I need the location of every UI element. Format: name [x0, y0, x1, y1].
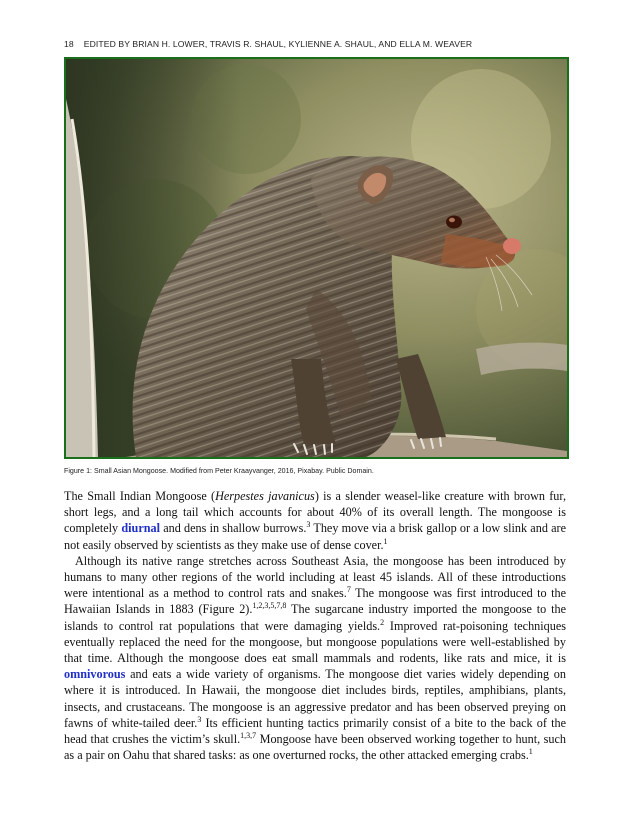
citation: 3: [197, 714, 202, 724]
paragraph-2: [64, 553, 566, 764]
figure-caption: Figure 1: Small Asian Mongoose. Modified from Peter Kraayvanger, 2016, Pixabay. Public Domain.: [64, 467, 374, 475]
p1-text-b: ) is a slender weasel-like creature with brown fur, short legs, and a long tail which accounts for about 40% of its overall length. The mongoose is completely: [64, 489, 566, 536]
p2-text-a: Although its native range stretches across Southeast Asia, the mongoose has been introduced by humans to many other regions of the world including at least 45 islands. All of these introductions were intentional as a method to control rats and snakes.: [64, 553, 566, 601]
p1-text-a: The Small Indian Mongoose (: [64, 489, 216, 503]
glossary-term-diurnal[interactable]: diurnal: [121, 521, 160, 536]
glossary-term-omnivorous[interactable]: omnivorous: [64, 667, 126, 682]
p2-text-g: Mongoose have been observed working together to hunt, such as a pair on Oahu that shared tasks: as one overturned rocks, the other attacked emerging crabs.: [64, 732, 566, 763]
figure-image-frame: [64, 57, 569, 459]
citation: 1,2,3,5,7,8: [252, 601, 287, 611]
p1-text-c: and dens in shallow burrows.: [160, 521, 307, 536]
p1-text-d: They move via a brisk gallop or a low slink and are not easily observed by scientists as they make use of dense cover.: [64, 521, 566, 552]
citation: 7: [346, 585, 351, 595]
citation: 3: [306, 520, 311, 530]
p2-text-f: Its efficient hunting tactics primarily consist of a bite to the back of the head that crushes the victim’s skull.: [64, 715, 566, 747]
eye: [446, 216, 462, 229]
running-header: [64, 39, 472, 49]
nose: [503, 238, 521, 254]
editors-line: EDITED BY BRIAN H. LOWER, TRAVIS R. SHAUL, KYLIENNE A. SHAUL, AND ELLA M. WEAVER: [83, 39, 473, 49]
body-text: [64, 488, 566, 763]
page-number: 18: [64, 39, 74, 49]
p2-text-e: and eats a wide variety of organisms. The mongoose diet varies widely depending on where it is introduced. In Hawaii, the mongoose diet includes birds, reptiles, amphibians, plants, insects, and crustaceans. The mongoose is an aggressive predator and has been observed preying on fawns of white-tailed deer.: [64, 667, 566, 730]
citation: 2: [380, 617, 385, 627]
citation: 1,3,7: [240, 730, 257, 740]
citation: 1: [528, 747, 533, 757]
paragraph-1: [64, 488, 566, 553]
p2-text-c: The sugarcane industry imported the mongoose to the islands to control rat populations that were damaging yields.: [64, 602, 566, 633]
p2-text-d: Improved rat-poisoning techniques eventually replaced the need for the mongoose, but mongoose populations were well-established by that time. Although the mongoose does eat small mammals and rodents, like rats and mice, it is: [64, 618, 566, 666]
scientific-name: Herpestes javanicus: [215, 489, 315, 503]
p2-text-b: The mongoose was first introduced to the Hawaiian Islands in 1883 (Figure 2).: [64, 586, 566, 617]
citation: 1: [383, 536, 388, 546]
mongoose-photo: [66, 59, 567, 457]
